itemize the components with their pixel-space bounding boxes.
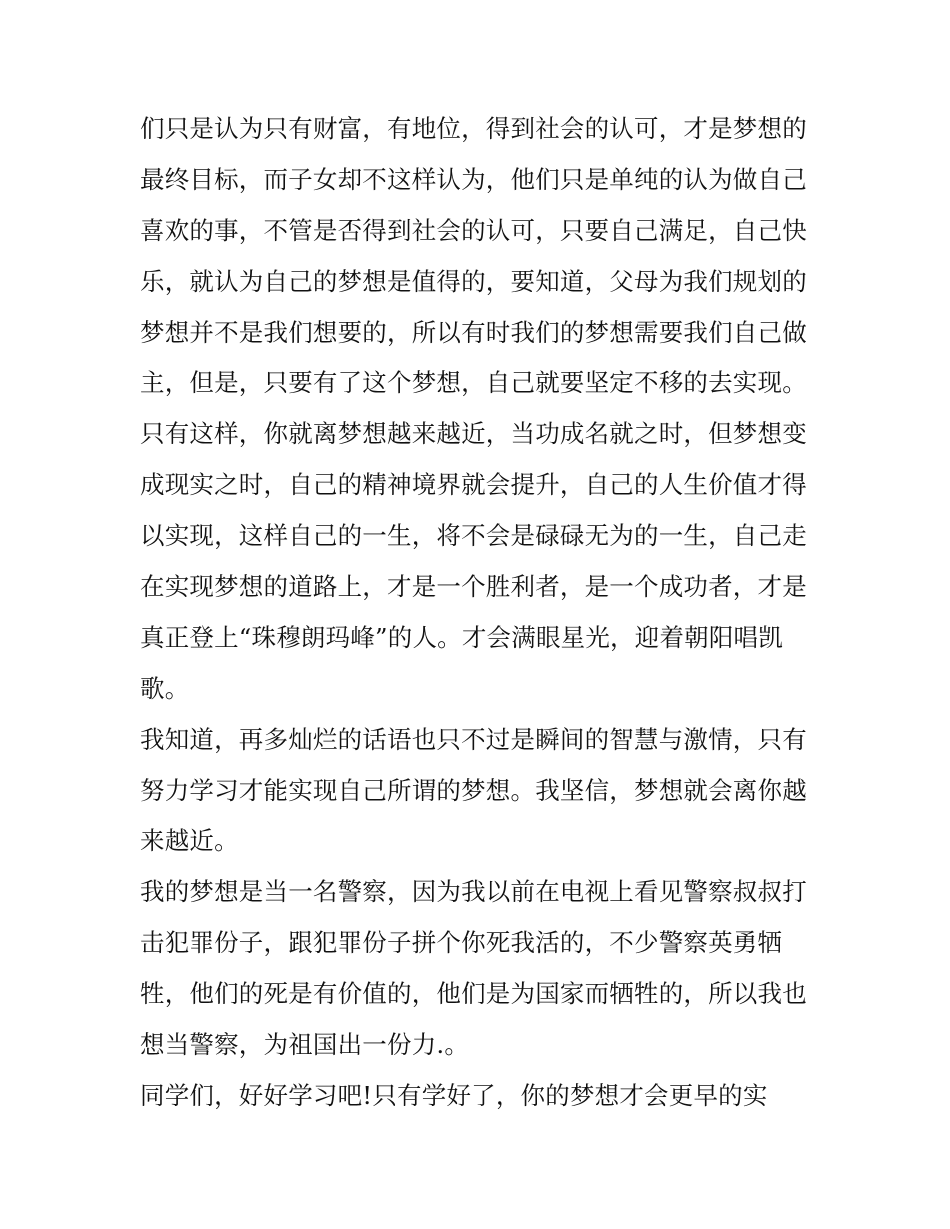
text-line: 只有这样，你就离梦想越来越近，当功成名就之时，但梦想变: [140, 419, 807, 449]
text-line: 真正登上“珠穆朗玛峰”的人。才会满眼星光，迎着朝阳唱凯: [140, 622, 783, 652]
text-line: 来越近。: [140, 826, 239, 856]
text-line: 我知道，再多灿烂的话语也只不过是瞬间的智慧与激情，只有: [140, 724, 807, 754]
text-line: 主，但是，只要有了这个梦想，自己就要坚定不移的去实现。: [140, 368, 807, 398]
text-line: 乐，就认为自己的梦想是值得的，要知道，父母为我们规划的: [140, 266, 807, 296]
text-line: 喜欢的事，不管是否得到社会的认可，只要自己满足，自己快: [140, 215, 807, 245]
text-line: 在实现梦想的道路上，才是一个胜利者，是一个成功者，才是: [140, 572, 807, 602]
text-line: 们只是认为只有财富，有地位，得到社会的认可，才是梦想的: [140, 114, 807, 143]
text-line: 歌。: [140, 673, 190, 703]
text-line: 以实现，这样自己的一生，将不会是碌碌无为的一生，自己走: [140, 521, 807, 551]
text-line: 牲，他们的死是有价值的，他们是为国家而牺牲的，所以我也: [140, 979, 807, 1009]
text-line: 击犯罪份子，跟犯罪份子拼个你死我活的，不少警察英勇牺: [140, 928, 783, 958]
text-line: 我的梦想是当一名警察，因为我以前在电视上看见警察叔叔打: [140, 877, 807, 907]
text-line: 梦想并不是我们想要的，所以有时我们的梦想需要我们自己做: [140, 317, 807, 347]
text-line: 同学们，好好学习吧!只有学好了，你的梦想才会更早的实: [140, 1080, 768, 1110]
text-line: 成现实之时，自己的精神境界就会提升，自己的人生价值才得: [140, 470, 807, 500]
text-line: 想当警察，为祖国出一份力.。: [140, 1030, 470, 1060]
text-line: 努力学习才能实现自己所谓的梦想。我坚信，梦想就会离你越: [140, 775, 807, 805]
document-body: [140, 104, 820, 1122]
text-line: 最终目标，而子女却不这样认为，他们只是单纯的认为做自己: [140, 164, 807, 194]
